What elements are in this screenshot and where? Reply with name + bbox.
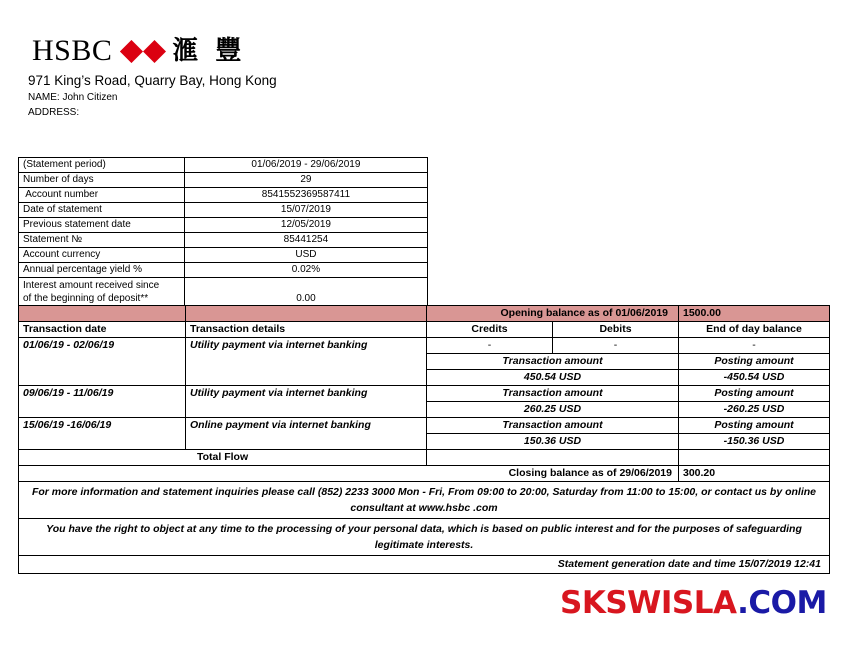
info-label: Account currency	[19, 248, 185, 263]
transaction-amount-label: Transaction amount	[427, 386, 679, 402]
info-value: 01/06/2019 - 29/06/2019	[184, 158, 427, 173]
transaction-amount: 450.54 USD	[427, 370, 679, 386]
hsbc-hexagon-icon	[120, 40, 166, 63]
inquiries-note: For more information and statement inquiries please call (852) 2233 3000 Mon - Fri, From 09:00 to 20:00, Saturday from 11:00 to 15:00, or contact us by online consultant at www.hsbc .com	[19, 482, 830, 519]
footer-row	[19, 519, 830, 556]
rights-note: You have the right to object at any time to the processing of your personal data, which is based on public interest and for the purposes of safeguarding legitimate interests.	[19, 519, 830, 556]
info-row	[19, 263, 428, 278]
info-row-interest	[19, 278, 428, 307]
customer-name: NAME: John Citizen	[28, 92, 118, 103]
hsbc-logo	[32, 35, 245, 67]
closing-balance-label: Closing balance as of 29/06/2019	[19, 466, 679, 482]
transaction-date: 01/06/19 - 02/06/19	[19, 338, 186, 386]
debits-value: -	[553, 338, 679, 354]
bank-name-chinese: 滙 豐	[172, 36, 246, 66]
footer-row	[19, 482, 830, 519]
closing-balance-row	[19, 466, 830, 482]
info-row	[19, 173, 428, 188]
transaction-details: Utility payment via internet banking	[186, 386, 427, 418]
info-label: Statement №	[19, 233, 185, 248]
posting-amount-label: Posting amount	[679, 418, 830, 434]
transaction-date: 15/06/19 -16/06/19	[19, 418, 186, 450]
info-row	[19, 188, 428, 203]
interest-label-line1: Interest amount received since	[23, 280, 160, 291]
posting-amount: -150.36 USD	[679, 434, 830, 450]
info-label: Previous statement date	[19, 218, 185, 233]
empty-cell	[679, 450, 830, 466]
watermark	[560, 585, 827, 621]
info-row	[19, 203, 428, 218]
opening-balance-label: Opening balance as of 01/06/2019	[427, 306, 679, 322]
table-row	[19, 386, 830, 402]
transaction-amount-label: Transaction amount	[427, 354, 679, 370]
info-row	[19, 248, 428, 263]
transaction-amount-label: Transaction amount	[427, 418, 679, 434]
generation-date: Statement generation date and time 15/07/2019 12:41	[19, 556, 830, 574]
statement-info-table	[18, 157, 428, 307]
posting-amount: -450.54 USD	[679, 370, 830, 386]
table-row	[19, 418, 830, 434]
info-value: 85441254	[184, 233, 427, 248]
info-row	[19, 233, 428, 248]
info-value: 0.02%	[184, 263, 427, 278]
opening-balance-value: 1500.00	[679, 306, 830, 322]
col-end-of-day-balance: End of day balance	[679, 322, 830, 338]
watermark-part1: SKSWISLA	[560, 585, 738, 621]
info-value: 29	[184, 173, 427, 188]
info-label: (Statement period)	[19, 158, 185, 173]
table-row	[19, 338, 830, 354]
col-transaction-date: Transaction date	[19, 322, 186, 338]
interest-label	[19, 278, 185, 307]
empty-cell	[186, 306, 427, 322]
transaction-details: Utility payment via internet banking	[186, 338, 427, 386]
posting-amount-label: Posting amount	[679, 386, 830, 402]
transaction-amount: 260.25 USD	[427, 402, 679, 418]
info-row	[19, 218, 428, 233]
eod-value: -	[679, 338, 830, 354]
transactions-table	[18, 305, 830, 574]
bank-name: HSBC	[32, 34, 113, 67]
empty-cell	[19, 306, 186, 322]
posting-amount-label: Posting amount	[679, 354, 830, 370]
interest-value	[184, 278, 427, 307]
credits-value: -	[427, 338, 553, 354]
opening-balance-row	[19, 306, 830, 322]
total-flow-row	[19, 450, 830, 466]
transaction-date: 09/06/19 - 11/06/19	[19, 386, 186, 418]
info-label: Annual percentage yield %	[19, 263, 185, 278]
transaction-details: Online payment via internet banking	[186, 418, 427, 450]
total-flow-label: Total Flow	[19, 450, 427, 466]
interest-label-line2: of the beginning of deposit**	[23, 293, 149, 304]
info-value: USD	[184, 248, 427, 263]
col-transaction-details: Transaction details	[186, 322, 427, 338]
info-value: 15/07/2019	[184, 203, 427, 218]
empty-cell	[427, 450, 679, 466]
info-row	[19, 158, 428, 173]
posting-amount: -260.25 USD	[679, 402, 830, 418]
info-value: 12/05/2019	[184, 218, 427, 233]
info-value: 8541552369587411	[184, 188, 427, 203]
info-label: Account number	[19, 188, 185, 203]
column-header-row	[19, 322, 830, 338]
closing-balance-value: 300.20	[679, 466, 830, 482]
watermark-part2: .COM	[737, 585, 827, 621]
transaction-amount: 150.36 USD	[427, 434, 679, 450]
customer-address: ADDRESS:	[28, 107, 80, 118]
info-label: Number of days	[19, 173, 185, 188]
interest-value-text: 0.00	[296, 293, 316, 304]
bank-address: 971 King’s Road, Quarry Bay, Hong Kong	[28, 73, 277, 88]
col-debits: Debits	[553, 322, 679, 338]
footer-row	[19, 556, 830, 574]
info-label: Date of statement	[19, 203, 185, 218]
col-credits: Credits	[427, 322, 553, 338]
